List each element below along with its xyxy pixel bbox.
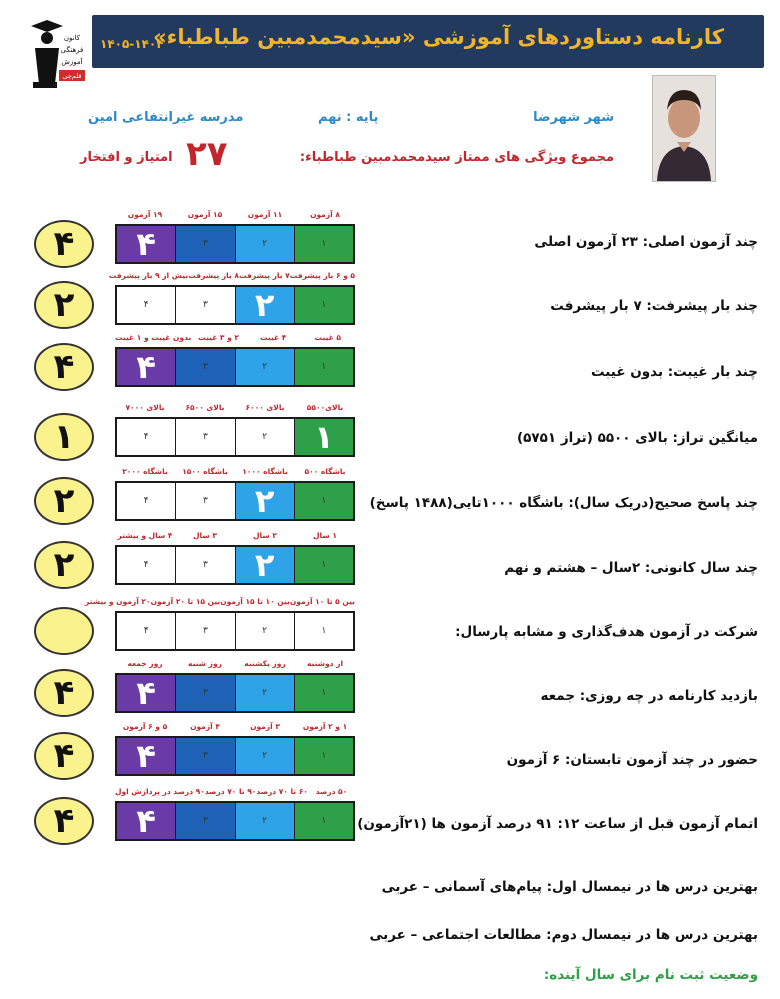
row-9-labels bbox=[115, 722, 355, 734]
total-suffix: امتیاز و افتخار bbox=[80, 150, 173, 165]
row-8-criterion: بازدید کارنامه در چه روزی: جمعه bbox=[540, 688, 758, 704]
row-1-cell-1: ۱ bbox=[294, 226, 353, 262]
row-7-labels bbox=[85, 597, 355, 609]
row-10-cell-3: ۳ bbox=[175, 803, 234, 839]
row-6-labels bbox=[115, 531, 355, 543]
row-4-cell-4: ۴ bbox=[117, 419, 175, 455]
row-9-label-4: ۵ و ۶ آزمون bbox=[122, 722, 168, 731]
row-3-criterion: چند بار غیبت: بدون غیبت bbox=[591, 364, 758, 380]
row-9-label-1: ۱ و ۲ آزمون bbox=[302, 722, 348, 731]
row-10-cell-1: ۱ bbox=[294, 803, 353, 839]
row-7-cell-3: ۳ bbox=[175, 613, 234, 649]
row-6-criterion: چند سال کانونی: ۲سال – هشتم و نهم bbox=[504, 560, 758, 576]
row-1-criterion: چند آزمون اصلی: ۲۳ آزمون اصلی bbox=[534, 234, 758, 250]
row-2-label-2: ۷ بار پیشرفت bbox=[238, 271, 290, 280]
row-6-scale bbox=[115, 545, 355, 585]
header-banner bbox=[92, 15, 764, 68]
row-9-cell-1: ۱ bbox=[294, 738, 353, 774]
row-10-label-3: ۹۰ تا ۷۰ درصد bbox=[204, 787, 257, 796]
total-label: مجموع ویژگی های ممتاز سیدمحمدمبین طباطباء: bbox=[299, 150, 614, 165]
row-8-label-4: روز جمعه bbox=[127, 659, 163, 668]
row-4-label-2: بالای ۶۰۰۰ bbox=[245, 403, 285, 412]
row-5-cell-1: ۱ bbox=[294, 483, 353, 519]
row-2-label-3: ۸ بار پیشرفت bbox=[188, 271, 239, 280]
row-9-cell-4: ۴ bbox=[117, 738, 175, 774]
row-2-labels bbox=[108, 271, 355, 283]
row-7-score bbox=[34, 607, 94, 655]
row-3-scale bbox=[115, 347, 355, 387]
row-10-score: ۴ bbox=[34, 797, 94, 845]
row-10-label-4: ۹۰ درصد در پردازش اول bbox=[115, 787, 205, 796]
row-6-cell-2: ۲ bbox=[235, 547, 294, 583]
row-5-label-3: باشگاه ۱۵۰۰ bbox=[182, 467, 228, 476]
row-3-label-2: ۴ غیبت bbox=[259, 333, 287, 342]
row-4-score: ۱ bbox=[34, 413, 94, 461]
row-7-label-1: بین ۵ تا ۱۰ آزمون bbox=[289, 597, 355, 606]
row-3-score: ۴ bbox=[34, 343, 94, 391]
row-6-cell-1: ۱ bbox=[294, 547, 353, 583]
row-4-cell-1: ۱ bbox=[294, 419, 353, 455]
row-2-cell-4: ۴ bbox=[117, 287, 175, 323]
row-10-labels bbox=[115, 787, 355, 799]
logo-line-1: کانون bbox=[63, 34, 81, 42]
school-name: مدرسه غیرانتفاعی امین bbox=[88, 110, 244, 125]
row-7-cell-2: ۲ bbox=[235, 613, 294, 649]
row-1-cell-2: ۲ bbox=[235, 226, 294, 262]
row-3-label-4: بدون غیبت و ۱ غیبت bbox=[114, 333, 192, 342]
row-5-cell-3: ۳ bbox=[175, 483, 234, 519]
row-5-labels bbox=[115, 467, 355, 479]
kanoon-logo bbox=[25, 18, 85, 93]
row-5-label-2: باشگاه ۱۰۰۰ bbox=[242, 467, 288, 476]
row-6-label-1: ۱ سال bbox=[313, 531, 337, 540]
student-photo bbox=[652, 75, 716, 182]
total-score: ۲۷ bbox=[186, 134, 228, 174]
row-1-label-3: ۱۵ آزمون bbox=[187, 210, 223, 219]
row-3-label-3: ۲ و ۳ غیبت bbox=[198, 333, 239, 342]
row-3-cell-3: ۳ bbox=[175, 349, 234, 385]
row-5-criterion: چند پاسخ صحیح(دریک سال): باشگاه ۱۰۰۰تایی(۱۴۸۸ پاسخ) bbox=[369, 495, 758, 511]
row-8-scale bbox=[115, 673, 355, 713]
row-9-label-3: ۴ آزمون bbox=[190, 722, 220, 731]
logo-line-3: آموزش bbox=[61, 58, 83, 66]
row-7-cell-1: ۱ bbox=[294, 613, 353, 649]
row-9-score: ۴ bbox=[34, 732, 94, 780]
row-6-score: ۲ bbox=[34, 541, 94, 589]
row-9-scale bbox=[115, 736, 355, 776]
row-3-cell-2: ۲ bbox=[235, 349, 294, 385]
row-4-label-3: بالای ۶۵۰۰ bbox=[185, 403, 225, 412]
row-8-cell-1: ۱ bbox=[294, 675, 353, 711]
row-10-cell-2: ۲ bbox=[235, 803, 294, 839]
row-8-cell-4: ۴ bbox=[117, 675, 175, 711]
academic-years: ۱۴۰۵-۱۴۰۴ bbox=[100, 37, 164, 51]
row-1-labels bbox=[115, 210, 355, 222]
row-5-score: ۲ bbox=[34, 477, 94, 525]
row-4-cell-3: ۳ bbox=[175, 419, 234, 455]
row-8-cell-2: ۲ bbox=[235, 675, 294, 711]
row-9-label-2: ۳ آزمون bbox=[250, 722, 280, 731]
row-2-cell-3: ۳ bbox=[175, 287, 234, 323]
best-subjects-first-term: بهترین درس ها در نیمسال اول: پیام‌های آسمانی – عربی bbox=[381, 879, 758, 895]
row-8-label-3: روز شنبه bbox=[188, 659, 222, 668]
row-1-cell-4: ۴ bbox=[117, 226, 175, 262]
row-4-criterion: میانگین تراز: بالای ۵۵۰۰ (تراز ۵۷۵۱) bbox=[517, 430, 758, 446]
row-5-cell-2: ۲ bbox=[235, 483, 294, 519]
row-2-cell-1: ۱ bbox=[294, 287, 353, 323]
row-7-label-2: بین ۱۰ تا ۱۵ آزمون bbox=[220, 597, 290, 606]
row-6-label-2: ۲ سال bbox=[253, 531, 277, 540]
row-3-cell-1: ۱ bbox=[294, 349, 353, 385]
row-7-cell-4: ۴ bbox=[117, 613, 175, 649]
row-3-cell-4: ۴ bbox=[117, 349, 175, 385]
row-6-cell-4: ۴ bbox=[117, 547, 175, 583]
city: شهر شهرضا bbox=[533, 110, 614, 125]
page-title: کارنامه دستاوردهای آموزشی «سیدمحمدمبین طباطباء» bbox=[153, 25, 724, 49]
row-6-label-4: ۴ سال و بیشتر bbox=[117, 531, 173, 540]
logo-line-2: فرهنگی bbox=[60, 46, 84, 54]
row-10-criterion: اتمام آزمون قبل از ساعت ۱۲: ۹۱ درصد آزمون ها (۲۱آزمون) bbox=[357, 816, 758, 832]
row-3-label-1: ۵ غیبت bbox=[314, 333, 341, 342]
row-2-scale bbox=[115, 285, 355, 325]
row-4-label-1: بالای۵۵۰۰ bbox=[306, 403, 344, 412]
row-2-cell-2: ۲ bbox=[235, 287, 294, 323]
row-10-cell-4: ۴ bbox=[117, 803, 175, 839]
row-1-cell-3: ۳ bbox=[175, 226, 234, 262]
row-7-scale bbox=[115, 611, 355, 651]
row-2-score: ۲ bbox=[34, 281, 94, 329]
row-6-cell-3: ۳ bbox=[175, 547, 234, 583]
row-1-label-2: ۱۱ آزمون bbox=[247, 210, 283, 219]
logo-line-4: قلم‌چی bbox=[62, 72, 82, 80]
row-1-label-4: ۱۹ آزمون bbox=[127, 210, 163, 219]
row-5-scale bbox=[115, 481, 355, 521]
row-8-label-1: از دوشنبه bbox=[306, 659, 344, 668]
row-1-label-1: ۸ آزمون bbox=[310, 210, 340, 219]
row-9-cell-3: ۳ bbox=[175, 738, 234, 774]
row-8-score: ۴ bbox=[34, 669, 94, 717]
row-8-label-2: روز یکشنبه bbox=[244, 659, 286, 668]
row-2-label-1: ۵ و ۶ بار پیشرفت bbox=[289, 271, 355, 280]
row-9-cell-2: ۲ bbox=[235, 738, 294, 774]
row-9-criterion: حضور در چند آزمون تابستان: ۶ آزمون bbox=[506, 752, 758, 768]
row-8-labels bbox=[115, 659, 355, 671]
row-10-label-2: ۶۰ تا ۷۰ درصد bbox=[256, 787, 308, 796]
row-5-label-4: باشگاه ۲۰۰۰ bbox=[122, 467, 168, 476]
row-4-label-4: بالای ۷۰۰۰ bbox=[125, 403, 165, 412]
row-7-label-4: ۲۰ آزمون و بیشتر bbox=[85, 597, 151, 606]
row-4-scale bbox=[115, 417, 355, 457]
row-5-label-1: باشگاه ۵۰۰ bbox=[304, 467, 346, 476]
row-2-criterion: چند بار پیشرفت: ۷ بار پیشرفت bbox=[550, 298, 758, 314]
row-4-labels bbox=[115, 403, 355, 415]
row-6-label-3: ۳ سال bbox=[193, 531, 217, 540]
registration-status: وضعیت ثبت نام برای سال آینده: bbox=[543, 967, 758, 983]
row-1-score: ۴ bbox=[34, 220, 94, 268]
row-5-cell-4: ۴ bbox=[117, 483, 175, 519]
row-1-scale bbox=[115, 224, 355, 264]
grade: پایه : نهم bbox=[318, 110, 379, 125]
row-7-criterion: شرکت در آزمون هدف‌گذاری و مشابه پارسال: bbox=[455, 624, 758, 640]
row-10-label-1: ۵۰ درصد bbox=[315, 787, 348, 796]
row-2-label-4: بیش از ۹ بار پیشرفت bbox=[108, 271, 189, 280]
row-4-cell-2: ۲ bbox=[235, 419, 294, 455]
row-7-label-3: بین ۱۵ تا ۲۰ آزمون bbox=[150, 597, 221, 606]
row-10-scale bbox=[115, 801, 355, 841]
best-subjects-second-term: بهترین درس ها در نیمسال دوم: مطالعات اجتماعی – عربی bbox=[369, 927, 758, 943]
row-3-labels bbox=[115, 333, 355, 345]
row-8-cell-3: ۳ bbox=[175, 675, 234, 711]
